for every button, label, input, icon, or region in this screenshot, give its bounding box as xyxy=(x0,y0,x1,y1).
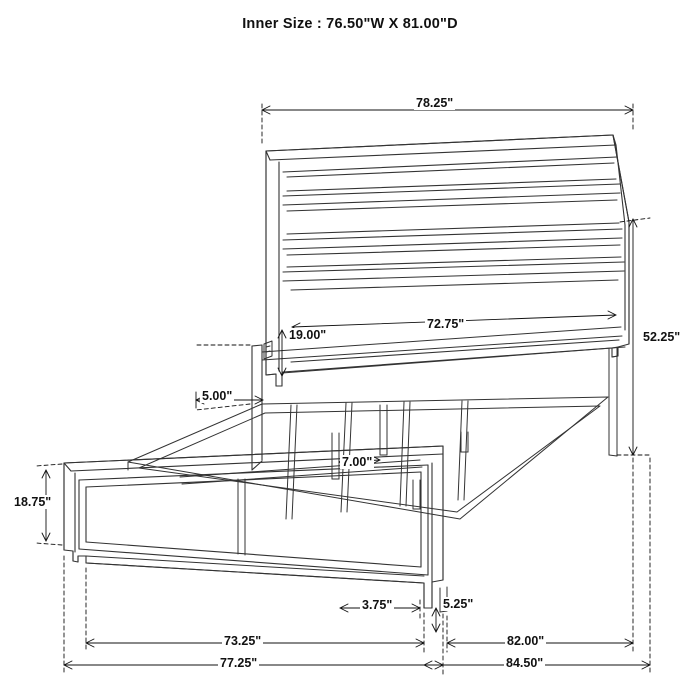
dim-label-overall-length: 84.50" xyxy=(506,656,544,670)
dim-label-foot-leg-height: 3.75" xyxy=(362,598,393,612)
dim-label-headboard-panel-width: 72.75" xyxy=(427,317,465,331)
dim-label-headboard-height: 52.25" xyxy=(643,330,681,344)
dim-label-foot-side-clearance: 5.25" xyxy=(443,597,474,611)
dim-label-slat-spacing: 7.00" xyxy=(342,455,373,469)
side-rail-and-slats xyxy=(128,327,622,519)
dim-label-side-rail-length: 82.00" xyxy=(507,634,545,648)
page-title: Inner Size : 76.50"W X 81.00"D xyxy=(242,16,458,32)
dim-label-footboard-panel-width: 73.25" xyxy=(224,634,262,648)
dim-label-rail-thickness: 5.00" xyxy=(202,389,233,403)
footboard-outline xyxy=(64,348,617,612)
dim-label-headboard-to-rail: 19.00" xyxy=(289,328,327,342)
dim-label-footboard-height: 18.75" xyxy=(14,495,52,509)
dim-label-footboard-overall-width: 77.25" xyxy=(220,656,258,670)
dim-label-top-overall-width: 78.25" xyxy=(416,96,454,110)
